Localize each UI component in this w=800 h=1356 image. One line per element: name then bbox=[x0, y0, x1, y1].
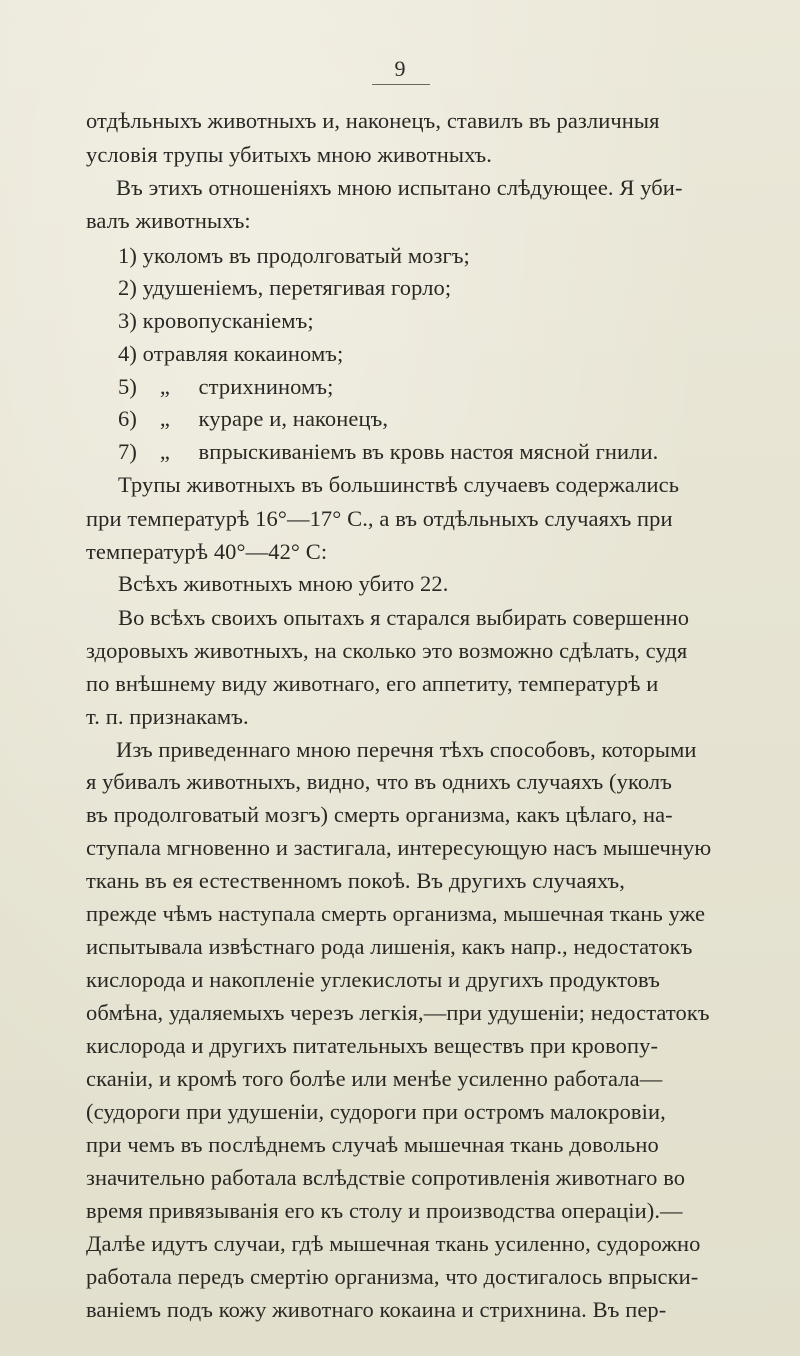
text-line: Изъ приведеннаго мною перечня тѣхъ способовъ, которыми bbox=[116, 737, 697, 762]
text-line: 2) удушеніемъ, перетягивая горло; bbox=[118, 275, 452, 300]
text-line: отдѣльныхъ животныхъ и, наконецъ, ставилъ въ различныя bbox=[86, 108, 660, 133]
text-line: т. п. признакамъ. bbox=[86, 704, 249, 729]
text-line: 5) „ стрихниномъ; bbox=[118, 374, 334, 399]
text-line: сканіи, и кромѣ того болѣе или менѣе усиленно работала— bbox=[86, 1066, 663, 1091]
text-line: значительно работала вслѣдствіе сопротивленія животнаго во bbox=[86, 1165, 686, 1190]
text-line: Въ этихъ отношеніяхъ мною испытано слѣдующее. Я уби- bbox=[116, 175, 683, 200]
text-line: при температурѣ 16°—17° С., а въ отдѣльныхъ случаяхъ при bbox=[86, 506, 673, 531]
text-line: условія трупы убитыхъ мною животныхъ. bbox=[86, 142, 493, 167]
text-line: обмѣна, удаляемыхъ черезъ легкія,—при удушеніи; недостатокъ bbox=[86, 1000, 710, 1025]
text-line: кислорода и другихъ питательныхъ веществъ при кровопу- bbox=[86, 1033, 659, 1058]
text-line: прежде чѣмъ наступала смерть организма, мышечная ткань уже bbox=[86, 901, 706, 926]
text-line: 3) кровопусканіемъ; bbox=[118, 308, 314, 333]
text-line: здоровыхъ животныхъ, на сколько это возможно сдѣлать, судя bbox=[86, 638, 688, 663]
text-line: Далѣе идутъ случаи, гдѣ мышечная ткань усиленно, судорожно bbox=[86, 1231, 701, 1256]
text-line: температурѣ 40°—42° С: bbox=[86, 539, 328, 564]
text-line: Всѣхъ животныхъ мною убито 22. bbox=[118, 571, 449, 596]
text-line: время привязыванія его къ столу и производства операціи).— bbox=[86, 1198, 683, 1223]
text-line: 7) „ впрыскиваніемъ въ кровь настоя мясной гнили. bbox=[118, 439, 659, 464]
text-line: работала передъ смертію организма, что достигалось впрыски- bbox=[86, 1264, 699, 1289]
text-line: 4) отравляя кокаиномъ; bbox=[118, 341, 344, 366]
text-line: ткань въ ея естественномъ покоѣ. Въ другихъ случаяхъ, bbox=[86, 868, 625, 893]
text-line: валъ животныхъ: bbox=[86, 208, 251, 233]
page-number: 9 bbox=[394, 56, 406, 81]
text-line: ваніемъ подъ кожу животнаго кокаина и стрихнина. Въ пер- bbox=[86, 1297, 667, 1322]
text-line: Во всѣхъ своихъ опытахъ я старался выбирать совершенно bbox=[118, 605, 690, 630]
text-line: 1) уколомъ въ продолговатый мозгъ; bbox=[118, 243, 470, 268]
text-line: по внѣшнему виду животнаго, его аппетиту, температурѣ и bbox=[86, 671, 659, 696]
text-line: Трупы животныхъ въ большинствѣ случаевъ содержались bbox=[118, 472, 680, 497]
text-line: кислорода и накопленіе углекислоты и другихъ продуктовъ bbox=[86, 967, 660, 992]
text-line: при чемъ въ послѣднемъ случаѣ мышечная ткань довольно bbox=[86, 1132, 659, 1157]
page-number-rule bbox=[372, 84, 430, 85]
text-line: въ продолговатый мозгъ) смерть организма, какъ цѣлаго, на- bbox=[86, 802, 673, 827]
text-line: 6) „ кураре и, наконецъ, bbox=[118, 406, 389, 431]
text-line: испытывала извѣстнаго рода лишенія, какъ напр., недостатокъ bbox=[86, 934, 693, 959]
text-line: я убивалъ животныхъ, видно, что въ однихъ случаяхъ (уколъ bbox=[86, 769, 672, 794]
text-line: (судороги при удушеніи, судороги при остромъ малокровіи, bbox=[86, 1099, 666, 1124]
text-line: ступала мгновенно и застигала, интересующую насъ мышечную bbox=[86, 835, 712, 860]
